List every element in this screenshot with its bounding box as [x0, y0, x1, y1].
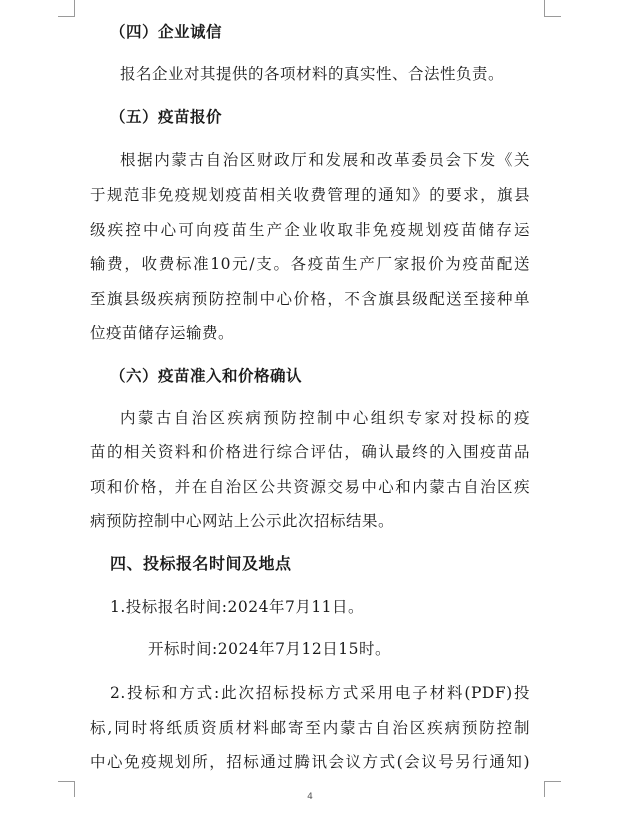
subheading-enterprise-integrity: （四）企业诚信: [110, 22, 223, 41]
paragraph-line: 项和价格，并在自治区公共资源交易中心和内蒙古自治区疾: [90, 478, 530, 496]
paragraph-line: 病预防控制中心网站上公示此次招标结果。: [90, 512, 395, 530]
paragraph-line: 于规范非免疫规划疫苗相关收费管理的通知》的要求，旗县: [90, 186, 530, 204]
paragraph-line: 内蒙古自治区疾病预防控制中心组织专家对投标的疫: [120, 409, 530, 427]
paragraph-line: 2.投标和方式:此次招标投标方式采用电子材料(PDF)投: [110, 684, 530, 702]
section-heading-bid-registration: 四、投标报名时间及地点: [110, 554, 292, 573]
crop-mark-bottom-right-h: [544, 781, 561, 782]
subheading-vaccine-quote: （五）疫苗报价: [110, 107, 223, 126]
paragraph-line: 输费，收费标准10元/支。各疫苗生产厂家报价为疫苗配送: [90, 255, 530, 273]
paragraph-line: 开标时间:2024年7月12日15时。: [148, 640, 391, 658]
page-number: 4: [307, 792, 313, 802]
paragraph-line: 位疫苗储存运输费。: [90, 324, 235, 342]
crop-mark-top-left-v: [74, 0, 75, 16]
crop-mark-top-right-v: [544, 0, 545, 16]
paragraph-line: 苗的相关资料和价格进行综合评估，确认最终的入围疫苗品: [90, 443, 530, 461]
paragraph-line: 1.投标报名时间:2024年7月11日。: [110, 598, 365, 616]
crop-mark-bottom-left-h: [58, 781, 75, 782]
subheading-access-price-confirmation: （六）疫苗准入和价格确认: [110, 366, 303, 385]
paragraph-line: 级疾控中心可向疫苗生产企业收取非免疫规划疫苗储存运: [90, 221, 530, 239]
paragraph-line: 中心免疫规划所，招标通过腾讯会议方式(会议号另行通知): [90, 753, 530, 771]
crop-mark-top-right-h: [544, 16, 561, 17]
paragraph-line: 标,同时将纸质资质材料邮寄至内蒙古自治区疾病预防控制: [90, 719, 530, 737]
crop-mark-top-left-h: [58, 16, 75, 17]
paragraph-line: 根据内蒙古自治区财政厅和发展和改革委员会下发《关: [120, 151, 530, 169]
paragraph-line: 报名企业对其提供的各项材料的真实性、合法性负责。: [120, 65, 505, 83]
paragraph-line: 至旗县级疾病预防控制中心价格，不含旗县级配送至接种单: [90, 290, 530, 308]
